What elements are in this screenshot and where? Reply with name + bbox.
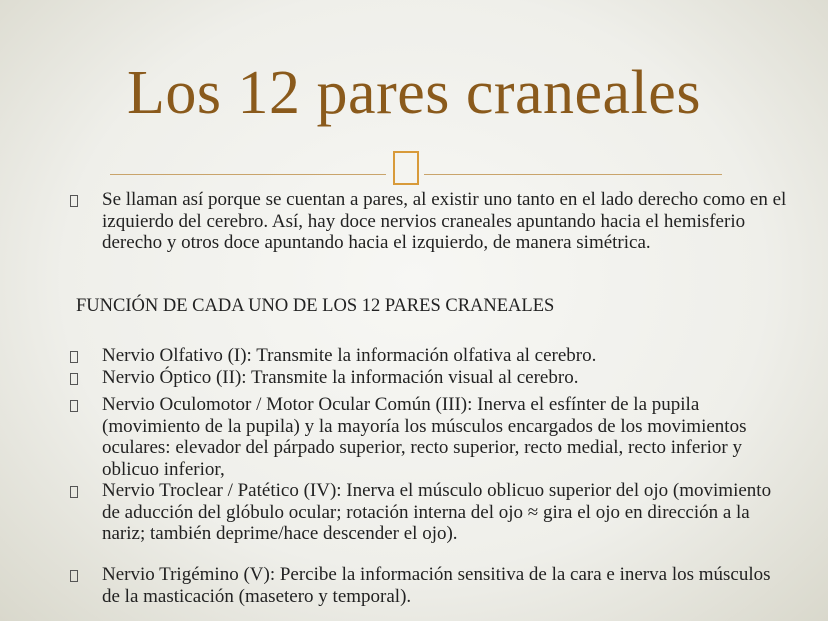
- divider-line-left: [110, 174, 386, 175]
- list-item: Nervio Óptico (II): Transmite la información visual al cerebro.: [102, 367, 579, 388]
- square-bullet-icon: [70, 486, 78, 498]
- ornament-box-icon: [393, 151, 419, 185]
- slide-title: Los 12 pares craneales: [127, 59, 701, 127]
- square-bullet-icon: [70, 373, 78, 385]
- list-item: Nervio Troclear / Patético (IV): Inerva el músculo oblicuo superior del ojo (movimiento de aducción del glóbulo ocular; rotación interna del ojo ≈ gira el ojo en dirección a la nariz; también deprime/hace descender el ojo).: [102, 480, 772, 544]
- square-bullet-icon: [70, 351, 78, 363]
- square-bullet-icon: [70, 570, 78, 582]
- square-bullet-icon: [70, 400, 78, 412]
- list-item: Nervio Trigémino (V): Percibe la información sensitiva de la cara e inerva los músculos de la masticación (masetero y temporal).: [102, 564, 771, 607]
- intro-paragraph: Se llaman así porque se cuentan a pares, al existir uno tanto en el lado derecho como en el izquierdo del cerebro. Así, hay doce nervios craneales apuntando hacia el hemisferio derecho y otros doce apuntando hacia el izquierdo, de manera simétrica.: [102, 189, 787, 253]
- square-bullet-icon: [70, 195, 78, 207]
- section-heading: FUNCIÓN DE CADA UNO DE LOS 12 PARES CRANEALES: [76, 296, 555, 316]
- list-item: Nervio Olfativo (I): Transmite la información olfativa al cerebro.: [102, 345, 597, 366]
- divider-line-right: [424, 174, 722, 175]
- list-item: Nervio Oculomotor / Motor Ocular Común (III): Inerva el esfínter de la pupila (movimiento de la pupila) y la mayoría los músculos encargados de los movimientos oculares: elevador del párpado superior, recto superior, recto medial, recto inferior y oblicuo inferior,: [102, 394, 747, 480]
- title-divider: [110, 150, 722, 190]
